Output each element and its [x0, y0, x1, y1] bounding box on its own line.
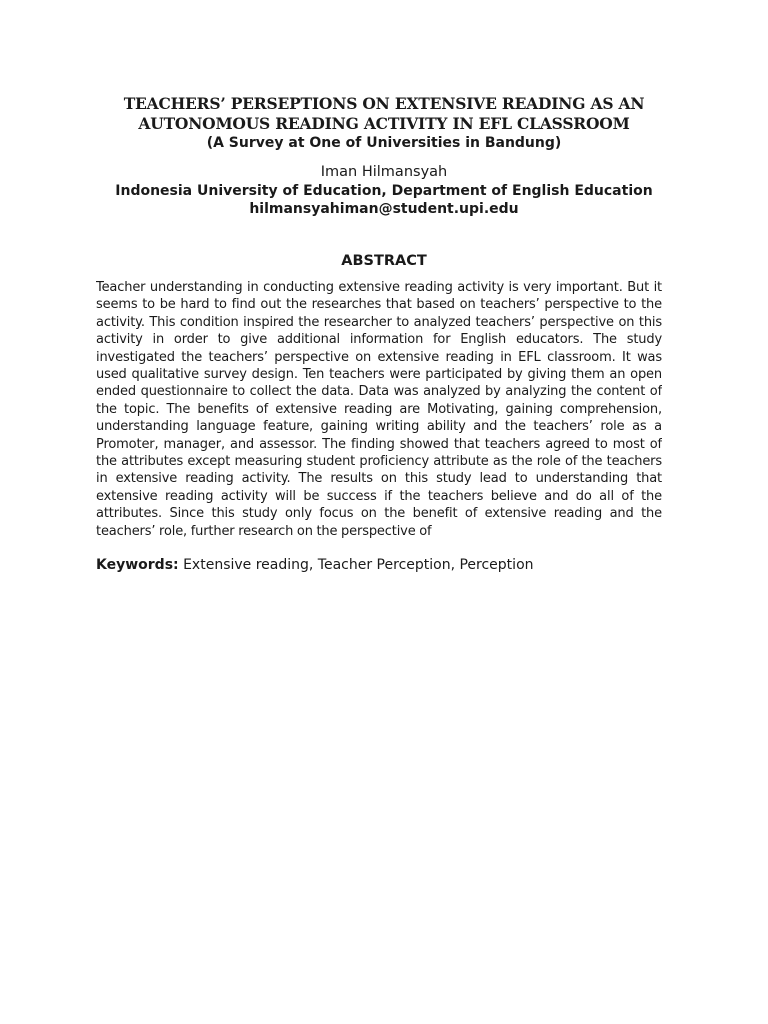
keywords-line	[96, 556, 696, 574]
abstract-heading: ABSTRACT	[341, 253, 427, 269]
author-affiliation: Indonesia University of Education, Department of English Education	[115, 183, 653, 199]
keywords-label: Keywords:	[96, 557, 179, 573]
paper-subtitle: (A Survey at One of Universities in Bandung)	[206, 135, 562, 151]
paper-title-line-1: TEACHERS’ PERSEPTIONS ON EXTENSIVE READING AS AN	[123, 94, 645, 113]
abstract-body: Teacher understanding in conducting extensive reading activity is very important. But it seems to be hard to find out the researches that based on teachers’ perspective to the activity. This condition inspired the researcher to analyzed teachers’ perspective on this activity in order to give additional information for English educators. The study investigated the teachers’ perspective on extensive reading in EFL classroom. It was used qualitative survey design. Ten teachers were participated by giving them an open ended questionnaire to collect the data. Data was analyzed by analyzing the content of the topic. The benefits of extensive reading are Motivating, gaining comprehension, understanding language feature, gaining writing ability and the teachers’ role as a Promoter, manager, and assessor. The finding showed that teachers agreed to most of the attributes except measuring student proficiency attribute as the role of the teachers in extensive reading activity. The results on this study lead to understanding that extensive reading activity will be success if the teachers believe and do all of the attributes. Since this study only focus on the benefit of extensive reading and the teachers’ role, further research on the perspective of	[96, 280, 662, 539]
paper-title	[60, 94, 708, 134]
abstract-section	[96, 279, 662, 551]
keywords-text: Extensive reading, Teacher Perception, Perception	[178, 557, 534, 573]
author-name: Iman Hilmansyah	[320, 164, 448, 180]
author-email: hilmansyahiman@student.upi.edu	[249, 201, 519, 217]
paper-title-line-2: AUTONOMOUS READING ACTIVITY IN EFL CLASSROOM	[138, 114, 630, 133]
